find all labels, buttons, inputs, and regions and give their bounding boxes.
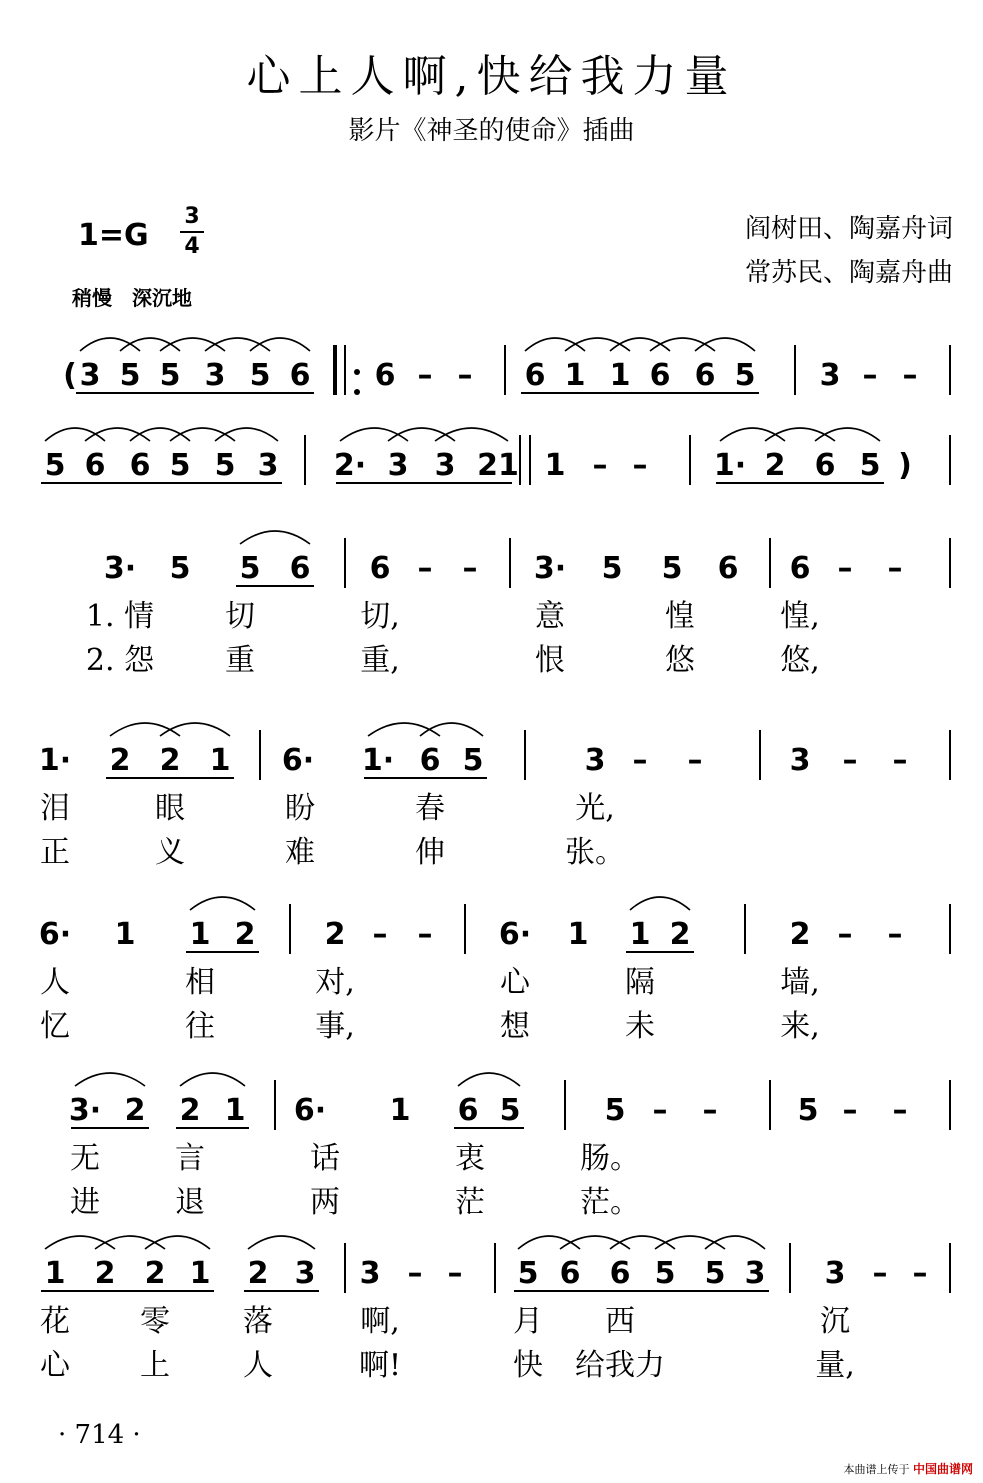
note: 5 xyxy=(239,551,261,586)
slur xyxy=(458,1073,520,1086)
lyric-verse-1: 沉 xyxy=(820,1304,850,1339)
note: 5 xyxy=(661,551,683,586)
sustain-dash: – xyxy=(872,1256,888,1291)
sustain-dash: – xyxy=(842,743,858,778)
note: 1 xyxy=(209,743,231,778)
sustain-dash: – xyxy=(912,1256,928,1291)
note: 2· xyxy=(333,448,367,483)
note: 3 xyxy=(204,358,226,393)
sustain-dash: – xyxy=(417,358,433,393)
note: 1 xyxy=(189,917,211,952)
note: 1 xyxy=(609,358,631,393)
note: 6 xyxy=(524,358,546,393)
sustain-dash: – xyxy=(902,358,918,393)
lyric-verse-2: 人 xyxy=(243,1348,273,1383)
slur xyxy=(215,428,278,441)
lyric-verse-1: 零 xyxy=(140,1304,170,1339)
note: 3 xyxy=(359,1256,381,1291)
lyric-verse-1: 心 xyxy=(500,965,530,1000)
note: 3· xyxy=(68,1093,102,1128)
note: 6 xyxy=(789,551,811,586)
slur xyxy=(75,1073,145,1086)
note: 3 xyxy=(819,358,841,393)
lyric-verse-2: 事, xyxy=(315,1009,355,1044)
note: 1 xyxy=(224,1093,246,1128)
lyric-verse-2: 悠, xyxy=(780,643,820,678)
lyric-verse-1: 对, xyxy=(315,965,355,1000)
sustain-dash: – xyxy=(632,743,648,778)
sustain-dash: – xyxy=(892,743,908,778)
lyric-verse-1: 言 xyxy=(175,1141,205,1176)
sustain-dash: – xyxy=(592,448,608,483)
lyric-verse-1: 墙, xyxy=(780,965,820,1000)
note: 5 xyxy=(214,448,236,483)
lyric-verse-2: 两 xyxy=(310,1185,340,1220)
lyric-verse-2: 伸 xyxy=(415,835,445,870)
key-signature: 1=G xyxy=(78,218,149,253)
slur xyxy=(145,1236,210,1249)
slur xyxy=(80,338,140,351)
lyric-verse-1: 惶 xyxy=(665,599,695,634)
sustain-dash: – xyxy=(862,358,878,393)
note: 6 xyxy=(289,358,311,393)
sustain-dash: – xyxy=(837,917,853,952)
note: 5 xyxy=(859,448,881,483)
note: 6 xyxy=(814,448,836,483)
note: 3 xyxy=(824,1256,846,1291)
note: 5 xyxy=(517,1256,539,1291)
page-number: · 714 · xyxy=(58,1420,141,1450)
lyric-verse-1: 隔 xyxy=(625,965,655,1000)
note: 5 xyxy=(159,358,181,393)
lyric-verse-2: 正 xyxy=(40,835,70,870)
slur xyxy=(248,1236,315,1249)
note: 2 xyxy=(159,743,181,778)
note: 3· xyxy=(533,551,567,586)
lyric-verse-2: 未 xyxy=(625,1009,655,1044)
note: 5 xyxy=(44,448,66,483)
note: 5 xyxy=(249,358,271,393)
note: 6 xyxy=(84,448,106,483)
note: 5 xyxy=(169,551,191,586)
meter-bottom: 4 xyxy=(184,234,200,259)
note: 6 xyxy=(559,1256,581,1291)
note: 1· xyxy=(361,743,395,778)
repeat-dot xyxy=(354,369,360,375)
note: 3 xyxy=(789,743,811,778)
note: 2 xyxy=(324,917,346,952)
note: 3· xyxy=(103,551,137,586)
note: 3 xyxy=(294,1256,316,1291)
lyric-verse-2: 想 xyxy=(500,1009,530,1044)
note: 1· xyxy=(38,743,72,778)
song-title: 心上人啊,快给我力量 xyxy=(246,51,737,102)
note: 1 xyxy=(389,1093,411,1128)
sustain-dash: – xyxy=(417,917,433,952)
meter-top: 3 xyxy=(184,204,200,229)
note: 1 xyxy=(567,917,589,952)
lyric-verse-1: 切, xyxy=(360,599,400,634)
sustain-dash: – xyxy=(447,1256,463,1291)
note: 3 xyxy=(744,1256,766,1291)
note: 6 xyxy=(609,1256,631,1291)
lyricist-credit: 阎树田、陶嘉舟词 xyxy=(744,214,953,244)
slur xyxy=(420,723,483,736)
lyric-verse-2: 量, xyxy=(815,1348,855,1383)
note: 1 xyxy=(189,1256,211,1291)
note: 6 xyxy=(717,551,739,586)
lyric-verse-2: 茫。 xyxy=(580,1185,640,1220)
note: 2 xyxy=(124,1093,146,1128)
lyric-verse-1: 眼 xyxy=(155,791,185,826)
lyric-verse-1: 花 xyxy=(40,1304,70,1339)
lyric-verse-1: 泪 xyxy=(40,791,70,826)
slur xyxy=(250,338,310,351)
note: 5 xyxy=(601,551,623,586)
note: 6· xyxy=(293,1093,327,1128)
note: 2 xyxy=(94,1256,116,1291)
note: 6 xyxy=(369,551,391,586)
note: 2 xyxy=(764,448,786,483)
lyric-verse-1: 光, xyxy=(575,791,615,826)
note: 2 xyxy=(789,917,811,952)
lyric-verse-1: 衷 xyxy=(455,1141,485,1176)
lyric-verse-1: 惶, xyxy=(780,599,820,634)
song-subtitle: 影片《神圣的使命》插曲 xyxy=(348,116,635,146)
sustain-dash: – xyxy=(632,448,648,483)
note: 5 xyxy=(119,358,141,393)
sustain-dash: – xyxy=(702,1093,718,1128)
note: 2 xyxy=(669,917,691,952)
sustain-dash: – xyxy=(842,1093,858,1128)
upload-note xyxy=(843,1460,973,1477)
sustain-dash: – xyxy=(372,917,388,952)
note: 6· xyxy=(281,743,315,778)
note: 3 xyxy=(79,358,101,393)
note: 5 xyxy=(654,1256,676,1291)
slur xyxy=(160,723,230,736)
note: 6 xyxy=(419,743,441,778)
lyric-verse-2: 义 xyxy=(155,835,185,870)
note: 5 xyxy=(169,448,191,483)
note: ) xyxy=(898,448,912,483)
note: 1 xyxy=(114,917,136,952)
note: 5 xyxy=(797,1093,819,1128)
repeat-dot xyxy=(354,389,360,395)
note: 5 xyxy=(704,1256,726,1291)
lyric-verse-2: 2. 怨 xyxy=(85,643,155,678)
lyric-verse-1: 西 xyxy=(605,1304,635,1339)
note: 1 xyxy=(629,917,651,952)
sustain-dash: – xyxy=(887,551,903,586)
note: 2 xyxy=(179,1093,201,1128)
lyric-verse-2: 给我力 xyxy=(575,1348,665,1383)
lyric-verse-2: 退 xyxy=(175,1185,205,1220)
lyric-verse-2: 恨 xyxy=(535,643,565,678)
note: 6 xyxy=(374,358,396,393)
sustain-dash: – xyxy=(687,743,703,778)
note: 1 xyxy=(564,358,586,393)
sustain-dash: – xyxy=(837,551,853,586)
sustain-dash: – xyxy=(457,358,473,393)
lyric-verse-2: 上 xyxy=(140,1348,170,1383)
lyric-verse-2: 忆 xyxy=(40,1009,70,1044)
slur xyxy=(630,897,690,910)
slur xyxy=(695,338,755,351)
sustain-dash: – xyxy=(407,1256,423,1291)
lyric-verse-2: 悠 xyxy=(665,643,695,678)
slur xyxy=(190,897,255,910)
lyric-verse-2: 重, xyxy=(360,643,400,678)
slur xyxy=(815,428,880,441)
sustain-dash: – xyxy=(892,1093,908,1128)
lyric-verse-1: 落 xyxy=(243,1304,273,1339)
lyric-verse-1: 相 xyxy=(185,965,215,1000)
lyric-verse-2: 进 xyxy=(70,1185,100,1220)
note: 2 xyxy=(247,1256,269,1291)
note: 6· xyxy=(498,917,532,952)
lyric-verse-1: 啊, xyxy=(360,1304,400,1339)
note: 1 xyxy=(544,448,566,483)
note: 1· xyxy=(713,448,747,483)
sustain-dash: – xyxy=(417,551,433,586)
note: 3 xyxy=(257,448,279,483)
slur xyxy=(705,1236,765,1249)
upload-site: 中国曲谱网 xyxy=(912,1462,973,1476)
lyric-verse-1: 话 xyxy=(310,1141,340,1176)
lyric-verse-2: 来, xyxy=(780,1009,820,1044)
lyric-verse-1: 盼 xyxy=(285,791,315,826)
slur xyxy=(435,428,508,441)
sustain-dash: – xyxy=(462,551,478,586)
slur xyxy=(180,1073,245,1086)
note: 6 xyxy=(694,358,716,393)
tempo-marking: 稍慢 深沉地 xyxy=(72,286,192,310)
lyric-verse-1: 人 xyxy=(40,965,70,1000)
lyric-verse-2: 快 xyxy=(513,1348,543,1383)
note: ( xyxy=(63,358,77,393)
note: 2 xyxy=(234,917,256,952)
note: 6· xyxy=(38,917,72,952)
note: 5 xyxy=(462,743,484,778)
lyric-verse-1: 意 xyxy=(535,599,565,634)
lyric-verse-2: 张。 xyxy=(565,835,625,870)
lyric-verse-1: 春 xyxy=(415,791,445,826)
lyric-verse-1: 1. 情 xyxy=(85,599,155,634)
note: 3 xyxy=(387,448,409,483)
note: 21 xyxy=(477,448,519,483)
lyric-verse-1: 月 xyxy=(513,1304,543,1339)
note: 1 xyxy=(44,1256,66,1291)
lyric-verse-2: 心 xyxy=(40,1348,70,1383)
upload-prefix: 本曲谱上传于 xyxy=(843,1463,910,1476)
lyric-verse-1: 无 xyxy=(70,1141,100,1176)
sustain-dash: – xyxy=(887,917,903,952)
note: 3 xyxy=(584,743,606,778)
note: 5 xyxy=(734,358,756,393)
note: 6 xyxy=(129,448,151,483)
lyric-verse-1: 切 xyxy=(225,599,255,634)
note: 2 xyxy=(144,1256,166,1291)
lyric-verse-2: 茫 xyxy=(455,1185,485,1220)
note: 5 xyxy=(499,1093,521,1128)
lyric-verse-2: 重 xyxy=(225,643,255,678)
slur xyxy=(240,531,310,544)
note: 6 xyxy=(457,1093,479,1128)
note: 3 xyxy=(434,448,456,483)
lyric-verse-2: 难 xyxy=(285,835,315,870)
note: 2 xyxy=(109,743,131,778)
sustain-dash: – xyxy=(652,1093,668,1128)
note: 6 xyxy=(289,551,311,586)
note: 6 xyxy=(649,358,671,393)
lyric-verse-2: 啊! xyxy=(358,1348,402,1383)
lyric-verse-2: 往 xyxy=(185,1009,215,1044)
lyric-verse-1: 肠。 xyxy=(580,1141,640,1176)
composer-credit: 常苏民、陶嘉舟曲 xyxy=(744,258,953,288)
note: 5 xyxy=(604,1093,626,1128)
